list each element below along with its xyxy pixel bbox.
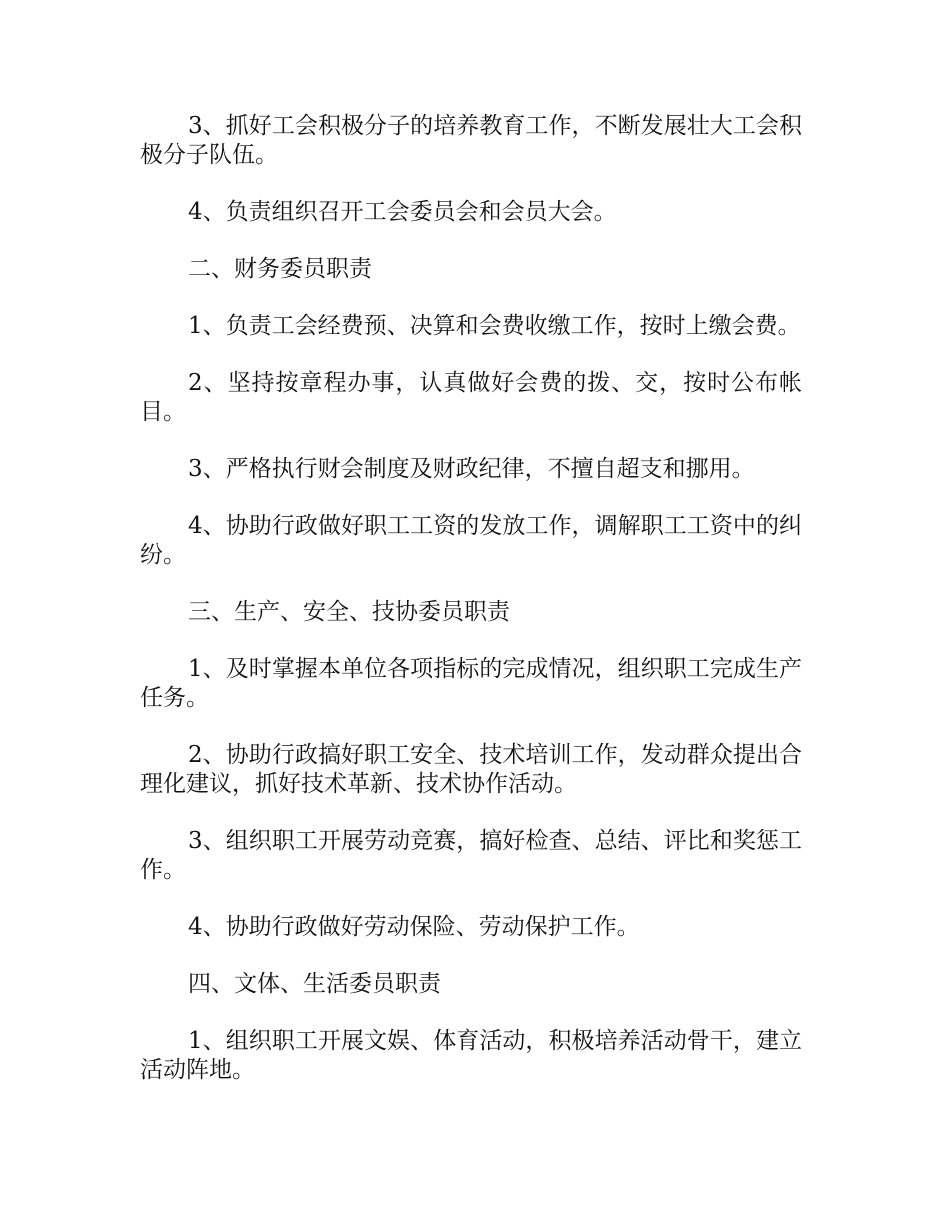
- paragraph: 4、协助行政做好职工工资的发放工作，调解职工工资中的纠纷。: [140, 513, 802, 568]
- paragraph: 2、坚持按章程办事，认真做好会费的拨、交，按时公布帐目。: [140, 370, 802, 425]
- paragraph: 4、负责组织召开工会委员会和会员大会。: [188, 199, 617, 225]
- paragraph: 4、协助行政做好劳动保险、劳动保护工作。: [188, 914, 640, 940]
- paragraph: 3、组织职工开展劳动竞赛，搞好检查、总结、评比和奖惩工作。: [140, 828, 802, 883]
- paragraph: 1、组织职工开展文娱、体育活动，积极培养活动骨干，建立活动阵地。: [140, 1028, 802, 1083]
- document-page: [140, 112, 802, 1085]
- paragraph: 1、及时掌握本单位各项指标的完成情况，组织职工完成生产任务。: [140, 656, 802, 711]
- paragraph: 1、负责工会经费预、决算和会费收缴工作，按时上缴会费。: [188, 313, 801, 339]
- paragraph: 3、抓好工会积极分子的培养教育工作，不断发展壮大工会积极分子队伍。: [140, 113, 802, 168]
- paragraph: 3、严格执行财会制度及财政纪律，不擅自超支和挪用。: [188, 456, 755, 482]
- section-heading: 二、财务委员职责: [188, 256, 372, 282]
- paragraph: 2、协助行政搞好职工安全、技术培训工作，发动群众提出合理化建议，抓好技术革新、技术协作活动。: [140, 742, 802, 797]
- section-heading: 四、文体、生活委员职责: [188, 971, 441, 997]
- section-heading: 三、生产、安全、技协委员职责: [188, 599, 510, 625]
